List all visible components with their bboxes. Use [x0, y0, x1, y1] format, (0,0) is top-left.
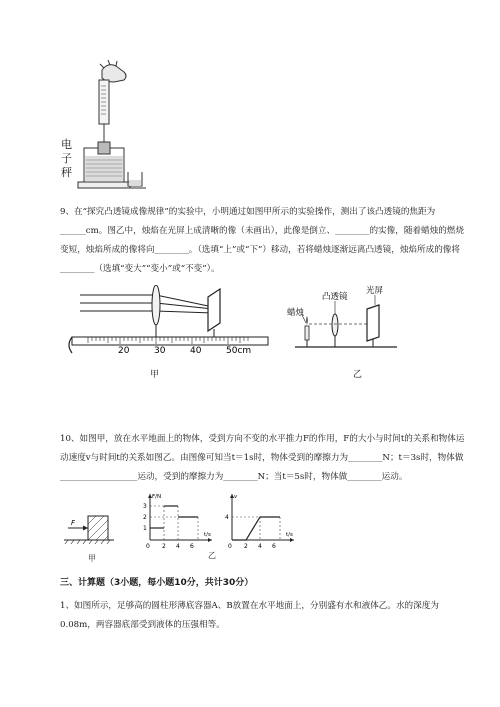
calc-question-1-text: 1、如图所示，足够高的圆柱形薄底容器A、B放置在水平地面上，分别盛有水和液体乙。水的深度为0.08m，两容器底部受到液体的压强相等。 — [60, 601, 439, 630]
v-axis-label: v — [234, 494, 238, 500]
lens-imaging-figure — [285, 285, 400, 355]
v-graph-t-tick-0: 0 — [228, 543, 232, 550]
spring-scale-figure — [60, 60, 160, 195]
section-3-title: 三、计算题（3小题，每小题10分，共计30分） — [60, 578, 254, 588]
v-tick-4: 4 — [225, 514, 229, 521]
v-graph-t-tick-4: 4 — [258, 543, 262, 550]
velocity-time-graph — [222, 490, 297, 552]
light-screen-label: 光屏 — [366, 286, 384, 296]
question-9-text: 9、在“探究凸透镜成像规律”的实验中，小明通过如图甲所示的实验操作，测出了该凸透镜的焦距为______cm。图乙中，烛焰在光屏上成清晰的像（未画出），此像是倒立、________的实像，随着蜡烛的燃烧变短，烛焰所成的像将向________。（选填“上”或“下”）移动，若将蜡烛逐渐远离凸透镜，烛焰所成的像将________（选填“变大”“变小”或“不变”）。 — [60, 207, 464, 274]
convex-lens-label: 凸透镜 — [322, 292, 348, 302]
figure-jia-caption: 甲 — [150, 370, 160, 380]
v-graph-t-axis-label: t/s — [286, 532, 293, 538]
f-graph-t-tick-2: 2 — [162, 543, 166, 550]
force-label: F — [71, 519, 76, 527]
f-graph-t-tick-6: 6 — [190, 543, 194, 550]
figure-10-yi-caption: 乙 — [208, 551, 216, 560]
ruler-tick-40: 40 — [190, 346, 202, 356]
ruler-tick-50cm: 50cm — [226, 346, 252, 356]
electronic-scale-label: 电子秤 — [61, 138, 72, 179]
f-graph-t-tick-0: 0 — [146, 543, 150, 550]
f-tick-3: 3 — [143, 503, 147, 510]
candle-label: 蜡烛 — [287, 308, 305, 318]
ruler-tick-20: 20 — [118, 346, 130, 356]
block-push-figure — [62, 502, 117, 552]
v-graph-t-tick-6: 6 — [272, 543, 276, 550]
focal-length-figure — [68, 285, 278, 365]
f-axis-label: F/N — [152, 494, 162, 500]
figure-yi-caption: 乙 — [353, 370, 363, 380]
force-time-graph — [140, 490, 215, 552]
f-tick-2: 2 — [143, 514, 147, 521]
f-graph-t-tick-4: 4 — [176, 543, 180, 550]
ruler-tick-30: 30 — [154, 346, 166, 356]
v-graph-t-tick-2: 2 — [244, 543, 248, 550]
f-tick-1: 1 — [143, 525, 147, 532]
figure-10-jia-caption: 甲 — [88, 554, 96, 563]
f-graph-t-axis-label: t/s — [204, 532, 211, 538]
question-10-text: 10、如图甲，放在水平地面上的物体，受到方向不变的水平推力F的作用，F的大小与时间t的关系和物体运动速度v与时间t的关系如图乙。由图像可知当t＝1s时，物体受到的摩擦力为________N；t＝3s时，物体做__________________运动，受到的摩擦力为________N；当t＝5s时，物体做________运动。 — [60, 434, 465, 482]
